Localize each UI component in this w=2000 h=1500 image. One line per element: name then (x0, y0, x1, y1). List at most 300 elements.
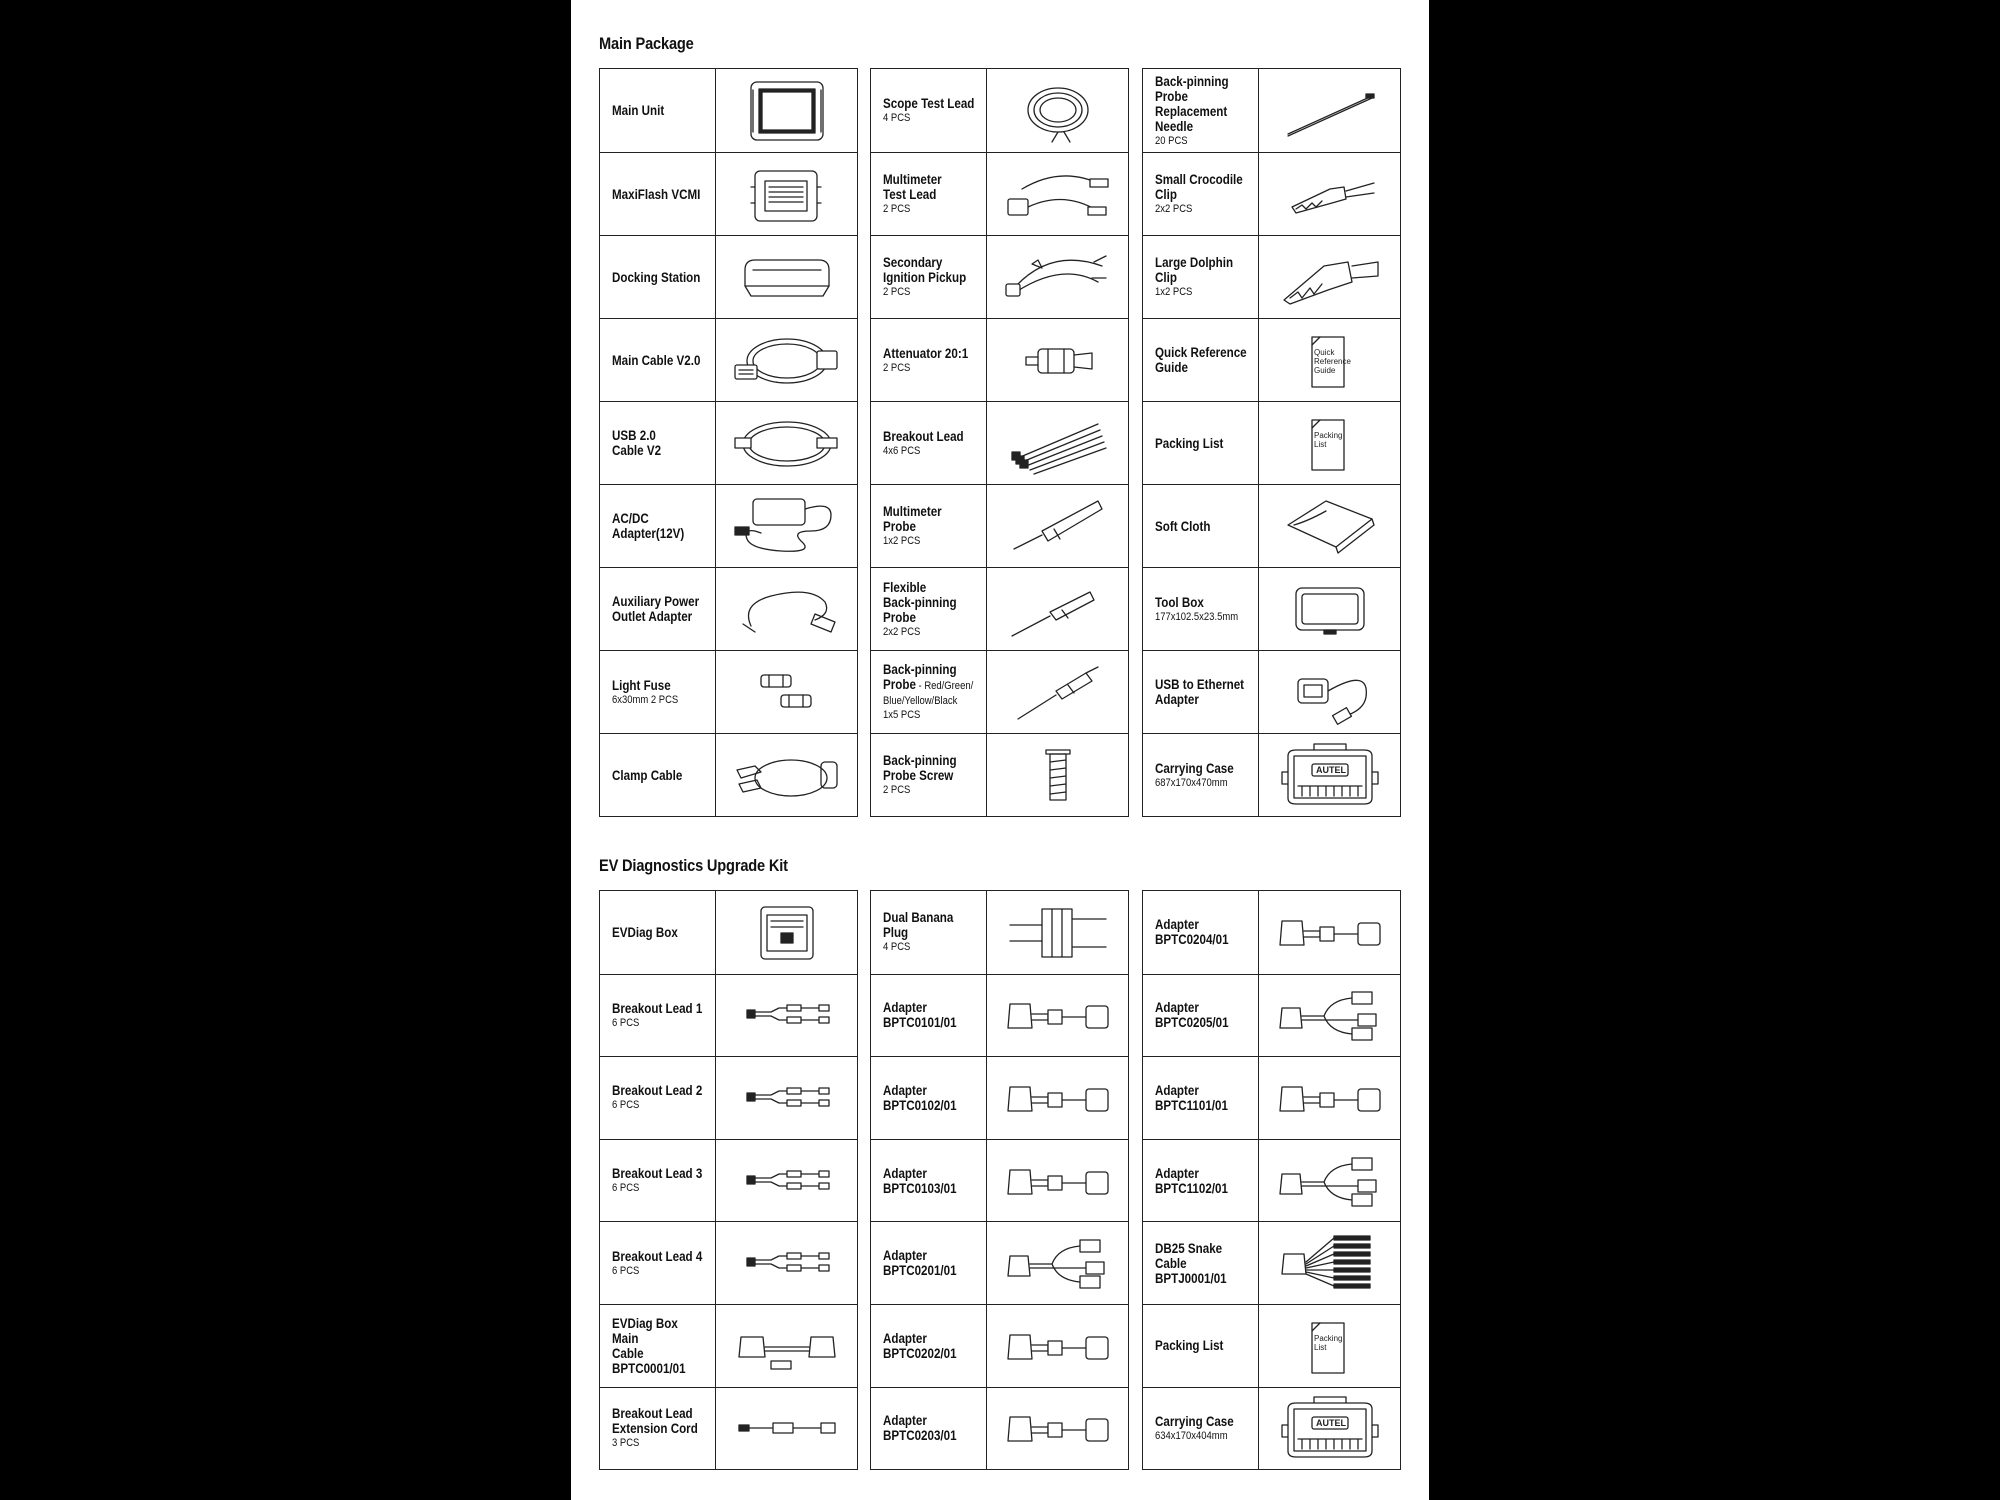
item-name (612, 270, 707, 285)
item-image-cell (1259, 402, 1400, 484)
item-quantity: 4 PCS (883, 112, 911, 124)
fuse-icon (731, 657, 843, 727)
item-name (1155, 917, 1250, 947)
item-name (883, 1413, 978, 1443)
item-quantity: 2 PCS (883, 361, 911, 374)
item-image-cell (1259, 153, 1400, 235)
item-text-cell (600, 236, 716, 318)
item-text-cell (600, 1057, 716, 1139)
item-row (871, 733, 1128, 816)
svg-text:Packing: Packing (1313, 431, 1342, 440)
split-adapter-icon (1002, 1228, 1114, 1298)
item-row (871, 235, 1128, 318)
item-name-text: Main Cable V2.0 (612, 352, 701, 368)
flexible-probe-icon (1002, 574, 1114, 644)
split-adapter-icon (1274, 980, 1386, 1050)
item-quantity: 6 PCS (612, 1099, 640, 1112)
item-text-cell (600, 319, 716, 401)
item-image-cell (1259, 1140, 1400, 1222)
item-quantity: 687x170x470mm (1155, 776, 1228, 789)
package-contents-sheet (571, 0, 1429, 1500)
item-image-cell (987, 891, 1128, 974)
item-quantity: 2 PCS (883, 784, 911, 796)
item-column (1142, 890, 1401, 1470)
item-row (1143, 69, 1400, 152)
item-text-cell (1143, 319, 1259, 401)
item-name (1155, 436, 1250, 451)
item-name (883, 580, 978, 625)
item-name (1155, 1083, 1250, 1113)
item-row (1143, 1056, 1400, 1139)
item-row (871, 567, 1128, 650)
item-text-cell (600, 651, 716, 733)
item-text-cell (600, 1388, 716, 1470)
carrying-case-icon (1274, 740, 1386, 810)
item-row (871, 152, 1128, 235)
item-image-cell (1259, 1057, 1400, 1139)
item-name-text: Flexible Back-pinning Probe (883, 579, 957, 625)
item-name-text: Multimeter Probe (883, 504, 942, 534)
item-text-cell (600, 153, 716, 235)
item-quantity: 2x2 PCS (883, 625, 921, 638)
item-name-text: Packing List (1155, 1338, 1224, 1354)
item-name (1155, 519, 1250, 534)
item-row (1143, 1304, 1400, 1387)
item-row (1143, 235, 1400, 318)
item-name-text: Quick Reference Guide (1155, 345, 1247, 375)
item-image-cell (716, 69, 857, 152)
item-text-cell (871, 1388, 987, 1470)
item-row (1143, 318, 1400, 401)
item-row (871, 974, 1128, 1057)
item-text-cell (600, 402, 716, 484)
item-name-text: Breakout Lead 1 (612, 1000, 703, 1016)
item-text-cell (871, 651, 987, 733)
svg-text:Guide: Guide (1313, 366, 1335, 375)
item-name (612, 594, 707, 624)
item-name-text: Docking Station (612, 269, 701, 285)
adapter-cable-icon (1274, 897, 1386, 967)
item-text-cell (871, 1057, 987, 1139)
item-name (883, 255, 978, 285)
guide-doc-icon (1274, 325, 1386, 395)
item-image-cell (987, 236, 1128, 318)
item-name (612, 768, 707, 783)
breakout-lead-icon (731, 1228, 843, 1298)
item-quantity: 6x30mm 2 PCS (612, 693, 679, 706)
item-name (1155, 1414, 1250, 1429)
item-image-cell (987, 734, 1128, 816)
item-name-text: Auxiliary Power Outlet Adapter (612, 594, 700, 624)
item-image-cell (716, 891, 857, 974)
item-image-cell (987, 1388, 1128, 1470)
item-row (871, 1056, 1128, 1139)
item-row (600, 1304, 857, 1387)
power-adapter-icon (731, 491, 843, 561)
item-image-cell (1259, 236, 1400, 318)
usb-ethernet-icon (1274, 657, 1386, 727)
item-name-text: DB25 Snake Cable BPTJ0001/01 (1155, 1240, 1227, 1286)
item-row (1143, 1139, 1400, 1222)
main-package-title: Main Package (599, 34, 694, 53)
backpin-probe-icon (1002, 657, 1114, 727)
item-text-cell (600, 975, 716, 1057)
item-image-cell (716, 1057, 857, 1139)
item-text-cell (871, 485, 987, 567)
item-name-text: Soft Cloth (1155, 518, 1211, 534)
item-text-cell (1143, 975, 1259, 1057)
item-row (871, 891, 1128, 974)
item-text-cell (871, 734, 987, 816)
item-name-text: Breakout Lead 2 (612, 1083, 703, 1099)
item-row (600, 974, 857, 1057)
item-name (883, 1166, 978, 1196)
ignition-pickup-icon (1002, 242, 1114, 312)
item-image-cell (716, 734, 857, 816)
item-text-cell (1143, 891, 1259, 974)
item-row (871, 1387, 1128, 1470)
item-image-cell (716, 1140, 857, 1222)
db-cable-icon (731, 1311, 843, 1381)
item-image-cell (1259, 975, 1400, 1057)
item-text-cell (871, 319, 987, 401)
item-name (612, 1249, 707, 1264)
item-text-cell (600, 1140, 716, 1222)
item-row (600, 1221, 857, 1304)
item-name (1155, 595, 1250, 610)
item-name (883, 1331, 978, 1361)
item-name-text: USB to Ethernet Adapter (1155, 677, 1245, 707)
item-quantity: 6 PCS (612, 1264, 640, 1277)
item-column (599, 68, 858, 817)
item-name (612, 511, 707, 541)
item-name-text: Adapter BPTC1101/01 (1155, 1082, 1228, 1113)
item-name-text: Tool Box (1155, 594, 1204, 610)
adapter-cable-icon (1002, 1393, 1114, 1463)
svg-text:Quick: Quick (1313, 348, 1334, 357)
item-image-cell (987, 319, 1128, 401)
svg-text:List: List (1313, 440, 1326, 449)
item-name-text: Small Crocodile Clip (1155, 172, 1243, 202)
tool-box-icon (1274, 574, 1386, 644)
item-name-text: EVDiag Box Main Cable BPTC0001/01 (612, 1315, 686, 1376)
item-image-cell (987, 1305, 1128, 1387)
item-quantity: 177x102.5x23.5mm (1155, 610, 1239, 623)
item-quantity: 2 PCS (883, 203, 911, 215)
item-name-text: Breakout Lead 4 (612, 1248, 703, 1264)
item-name (612, 187, 707, 202)
item-row (1143, 650, 1400, 733)
item-name (883, 910, 978, 940)
item-row (871, 1139, 1128, 1222)
item-name-text: EVDiag Box (612, 924, 678, 940)
item-row (600, 484, 857, 567)
item-quantity: 2 PCS (883, 286, 911, 298)
item-name-text: Back-pinning Probe Replacement Needle (1155, 73, 1229, 134)
item-text-cell (871, 402, 987, 484)
item-quantity: 1x2 PCS (883, 535, 921, 547)
item-name-text: Dual Banana Plug (883, 910, 954, 941)
item-quantity: 6 PCS (612, 1182, 640, 1195)
item-name (612, 1166, 707, 1181)
item-name (1155, 345, 1250, 375)
item-text-cell (871, 1222, 987, 1304)
crocodile-clip-icon (1274, 159, 1386, 229)
item-row (600, 401, 857, 484)
svg-text:Packing: Packing (1313, 1333, 1342, 1343)
item-text-cell (1143, 568, 1259, 650)
item-quantity: Blue/Yellow/Black 1x5 PCS (883, 695, 958, 721)
packing-list-icon (1274, 1311, 1386, 1381)
item-image-cell (1259, 1305, 1400, 1387)
item-row (871, 484, 1128, 567)
item-name-text: Adapter BPTC1102/01 (1155, 1165, 1228, 1196)
item-row (1143, 1221, 1400, 1304)
item-text-cell (1143, 1140, 1259, 1222)
item-image-cell (987, 651, 1128, 733)
item-image-cell (987, 69, 1128, 152)
item-image-cell (716, 568, 857, 650)
item-name (883, 429, 978, 444)
item-name-text: Main Unit (612, 103, 665, 118)
item-row (600, 567, 857, 650)
item-name (612, 1001, 707, 1016)
extension-cord-icon (731, 1393, 843, 1463)
snake-cable-icon (1274, 1228, 1386, 1298)
item-image-cell (987, 485, 1128, 567)
item-name-text: Adapter BPTC0204/01 (1155, 917, 1229, 948)
item-text-cell (871, 236, 987, 318)
item-quantity: 3 PCS (612, 1437, 640, 1450)
item-row (600, 1387, 857, 1470)
item-image-cell (716, 485, 857, 567)
item-text-cell (1143, 1388, 1259, 1470)
item-name (612, 1083, 707, 1098)
item-name (1155, 1241, 1250, 1286)
item-name-text: Light Fuse (612, 677, 671, 693)
item-row (600, 318, 857, 401)
item-quantity: 634x170x404mm (1155, 1429, 1228, 1442)
item-name (612, 1406, 707, 1436)
item-name-text: Adapter BPTC0201/01 (883, 1248, 957, 1279)
item-row (871, 401, 1128, 484)
clamp-cable-icon (731, 740, 843, 810)
item-row (600, 1056, 857, 1139)
item-column (870, 890, 1129, 1470)
item-image-cell (987, 153, 1128, 235)
vci-box-icon (731, 159, 843, 229)
item-text-cell (1143, 1057, 1259, 1139)
item-image-cell (987, 975, 1128, 1057)
item-image-cell (987, 402, 1128, 484)
item-row (1143, 974, 1400, 1057)
item-row (1143, 484, 1400, 567)
breakout-lead-icon (731, 1146, 843, 1216)
item-name (612, 428, 707, 458)
item-name-text: Breakout Lead 3 (612, 1166, 703, 1182)
item-row (600, 733, 857, 816)
item-text-cell (871, 891, 987, 974)
needle-icon (1274, 76, 1386, 146)
item-name-text: Secondary Ignition Pickup (883, 255, 967, 285)
item-image-cell (716, 319, 857, 401)
item-text-cell (1143, 402, 1259, 484)
item-name-text: Breakout Lead Extension Cord (612, 1406, 698, 1437)
item-row (1143, 733, 1400, 816)
item-name (883, 1083, 978, 1113)
item-text-cell (871, 1140, 987, 1222)
split-adapter-icon (1274, 1146, 1386, 1216)
item-name-text: Back-pinning Probe Screw (883, 753, 957, 783)
item-name (1155, 677, 1250, 707)
item-text-cell (600, 734, 716, 816)
dolphin-clip-icon (1274, 242, 1386, 312)
item-name (1155, 1338, 1250, 1353)
item-column (599, 890, 858, 1470)
item-name (1155, 255, 1250, 285)
svg-text:AUTEL: AUTEL (1315, 765, 1346, 775)
adapter-cable-icon (1002, 1311, 1114, 1381)
item-image-cell (1259, 891, 1400, 974)
item-name (612, 925, 707, 940)
ev-kit-title: EV Diagnostics Upgrade Kit (599, 856, 788, 875)
item-text-cell (1143, 1305, 1259, 1387)
svg-text:List: List (1313, 1342, 1326, 1352)
banana-plug-icon (1002, 897, 1114, 967)
item-name (1155, 1166, 1250, 1196)
item-name-text: Breakout Lead (883, 428, 964, 444)
item-image-cell (716, 402, 857, 484)
item-image-cell (1259, 485, 1400, 567)
item-text-cell (1143, 236, 1259, 318)
item-name-text: Attenuator 20:1 (883, 345, 969, 361)
item-text-cell (600, 568, 716, 650)
item-row (1143, 152, 1400, 235)
svg-text:Reference: Reference (1313, 357, 1351, 366)
item-image-cell (716, 975, 857, 1057)
adapter-cable-icon (1002, 980, 1114, 1050)
item-row (1143, 567, 1400, 650)
item-image-cell (987, 1140, 1128, 1222)
item-row (1143, 891, 1400, 974)
item-quantity: 4x6 PCS (883, 444, 921, 457)
item-name (883, 504, 978, 534)
car-charger-cable-icon (731, 574, 843, 644)
item-name-text: Adapter BPTC0101/01 (883, 1000, 957, 1031)
item-quantity: 20 PCS (1155, 134, 1188, 147)
item-name (1155, 172, 1250, 202)
item-name (1155, 761, 1250, 776)
item-image-cell (716, 153, 857, 235)
packing-list-icon (1274, 408, 1386, 478)
item-image-cell (1259, 651, 1400, 733)
docking-station-icon (731, 242, 843, 312)
item-name (883, 346, 978, 361)
item-image-cell (716, 1222, 857, 1304)
adapter-cable-icon (1274, 1063, 1386, 1133)
item-name-text: Carrying Case (1155, 760, 1234, 776)
item-text-cell (600, 1305, 716, 1387)
item-name-text: Carrying Case (1155, 1413, 1234, 1429)
item-name-text: Scope Test Lead (883, 96, 975, 111)
item-image-cell (1259, 319, 1400, 401)
item-name-text: Packing List (1155, 435, 1224, 451)
item-name-text: AC/DC Adapter(12V) (612, 511, 685, 541)
item-image-cell (1259, 734, 1400, 816)
item-text-cell (600, 69, 716, 152)
attenuator-icon (1002, 325, 1114, 395)
item-text-cell (871, 69, 987, 152)
item-quantity: 6 PCS (612, 1016, 640, 1029)
probe-icon (1002, 491, 1114, 561)
item-image-cell (1259, 69, 1400, 152)
item-row (1143, 1387, 1400, 1470)
item-row (871, 1221, 1128, 1304)
item-text-cell (1143, 153, 1259, 235)
carrying-case-icon (1274, 1393, 1386, 1463)
item-name-text: Multimeter Test Lead (883, 172, 942, 202)
item-name-text: MaxiFlash VCMI (612, 186, 701, 202)
item-row (600, 891, 857, 974)
item-name (612, 1316, 707, 1376)
item-row (871, 1304, 1128, 1387)
item-name-text: Adapter BPTC0202/01 (883, 1330, 957, 1361)
item-name-text: Back-pinning Probe (883, 662, 957, 692)
item-image-cell (1259, 568, 1400, 650)
item-row (600, 650, 857, 733)
item-text-cell (1143, 485, 1259, 567)
item-name-text: Adapter BPTC0102/01 (883, 1082, 957, 1113)
coiled-lead-icon (1002, 76, 1114, 146)
item-name-text: USB 2.0 Cable V2 (612, 428, 662, 458)
item-row (871, 650, 1128, 733)
item-image-cell (716, 651, 857, 733)
item-column (870, 68, 1129, 817)
item-image-cell (1259, 1388, 1400, 1470)
item-text-cell (871, 568, 987, 650)
item-text-cell (1143, 734, 1259, 816)
item-text-cell (871, 153, 987, 235)
tablet-icon (731, 76, 843, 146)
item-row (871, 69, 1128, 152)
item-name-text: Adapter BPTC0205/01 (1155, 1000, 1229, 1031)
item-name (883, 1248, 978, 1278)
breakout-lead-icon (731, 1063, 843, 1133)
item-row (600, 235, 857, 318)
item-name (1155, 74, 1250, 134)
test-lead-icon (1002, 159, 1114, 229)
cloth-icon (1274, 491, 1386, 561)
item-column (1142, 68, 1401, 817)
svg-text:AUTEL: AUTEL (1315, 1418, 1346, 1429)
item-name-text: Adapter BPTC0103/01 (883, 1165, 957, 1196)
item-name (883, 662, 978, 694)
evdiag-box-icon (731, 897, 843, 967)
item-name-text: Clamp Cable (612, 767, 683, 783)
item-image-cell (1259, 1222, 1400, 1304)
breakout-leads-icon (1002, 408, 1114, 478)
item-text-cell (871, 975, 987, 1057)
item-row (600, 69, 857, 152)
usb-cable-icon (731, 408, 843, 478)
adapter-cable-icon (1002, 1063, 1114, 1133)
item-image-cell (987, 568, 1128, 650)
item-text-cell (600, 891, 716, 974)
item-name-text: Adapter BPTC0203/01 (883, 1413, 957, 1444)
item-color-options: - Red/Green/ (915, 680, 974, 692)
item-row (1143, 401, 1400, 484)
item-text-cell (1143, 1222, 1259, 1304)
